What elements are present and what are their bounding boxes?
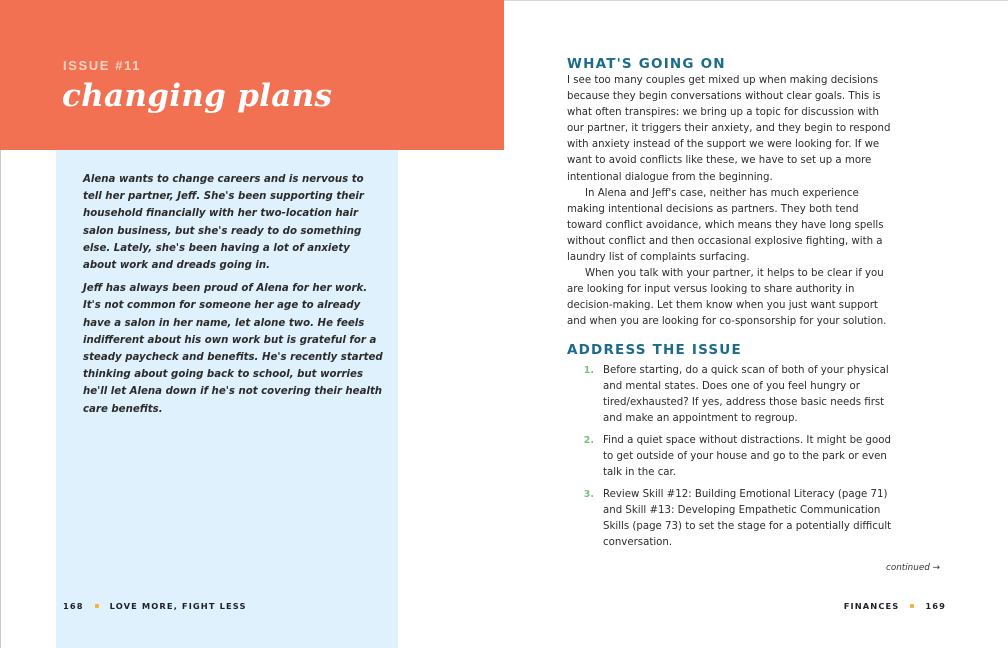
issue-label: ISSUE #11 (63, 58, 141, 73)
right-column (567, 55, 897, 558)
continued-label: continued → (886, 563, 941, 573)
list-item-text: Review Skill #12: Building Emotional Literacy (page 71) and Skill #13: Developing Empathetic Communication Skills (page 73) to set the stage for a potentially difficult conversation. (603, 489, 892, 549)
bullet-dot-icon (95, 604, 99, 608)
folio-right (844, 601, 946, 611)
folio-left (63, 601, 247, 611)
list-item (567, 433, 897, 481)
list-number: 3. (583, 489, 594, 501)
body-paragraph: I see too many couples get mixed up when making decisions because they begin conversations without clear goals. This is what often transpires: we bring up a topic for discussion with our partner, it triggers their anxiety, and they begin to respond with anxiety instead of the support we were looking for. If we want to avoid conflicts like these, we have to set up a more intentional dialogue from the beginning. (567, 75, 891, 183)
list-number: 1. (583, 364, 594, 376)
section-heading-address-the-issue: ADDRESS THE ISSUE (567, 341, 742, 358)
issue-header-band (0, 0, 504, 150)
scenario-paragraph: Jeff has always been proud of Alena for her work. It's not common for someone her age to already have a salon in her name, let alone two. He feels indifferent about his own work but is grateful for a steady paycheck and benefits. He's recently started thinking about going back to school, but worries he'll let Alena down if he's not covering their health care benefits. (83, 283, 383, 415)
scenario-text (83, 171, 383, 424)
issue-title: changing plans (62, 78, 333, 114)
section-heading-whats-going-on: WHAT'S GOING ON (567, 56, 726, 72)
scenario-paragraph: Alena wants to change careers and is nervous to tell her partner, Jeff. She's been supporting their household financially with her two-location hair salon business, but she's ready to do something else. Lately, she's been having a lot of anxiety about work and dreads going in. (83, 174, 364, 272)
section-name: FINANCES (843, 601, 900, 611)
list-item (567, 487, 897, 551)
list-item-text: Before starting, do a quick scan of both of your physical and mental states. Does one of you feel hungry or tired/exhausted? If yes, address those basic needs first and make an appointment to regroup. (603, 364, 889, 424)
steps-list (567, 363, 897, 552)
body-paragraph: When you talk with your partner, it helps to be clear if you are looking for input versus looking to share authority in decision-making. Let them know when you just want support and when you are looking for co-sponsorship for your solution. (567, 268, 887, 328)
page-number: 169 (925, 601, 946, 611)
book-title: LOVE MORE, FIGHT LESS (109, 601, 247, 611)
list-item (567, 363, 897, 427)
page-number: 168 (63, 601, 84, 611)
list-number: 2. (583, 434, 594, 446)
body-paragraph: In Alena and Jeff's case, neither has much experience making intentional decisions as partners. They both tend toward conflict avoidance, which means they have long spells without conflict and then occasional explosive fighting, with a laundry list of complaints surfacing. (567, 187, 884, 264)
bullet-dot-icon (910, 604, 914, 608)
list-item-text: Find a quiet space without distractions. It might be good to get outside of your house and go to the park or even talk in the car. (603, 434, 891, 479)
